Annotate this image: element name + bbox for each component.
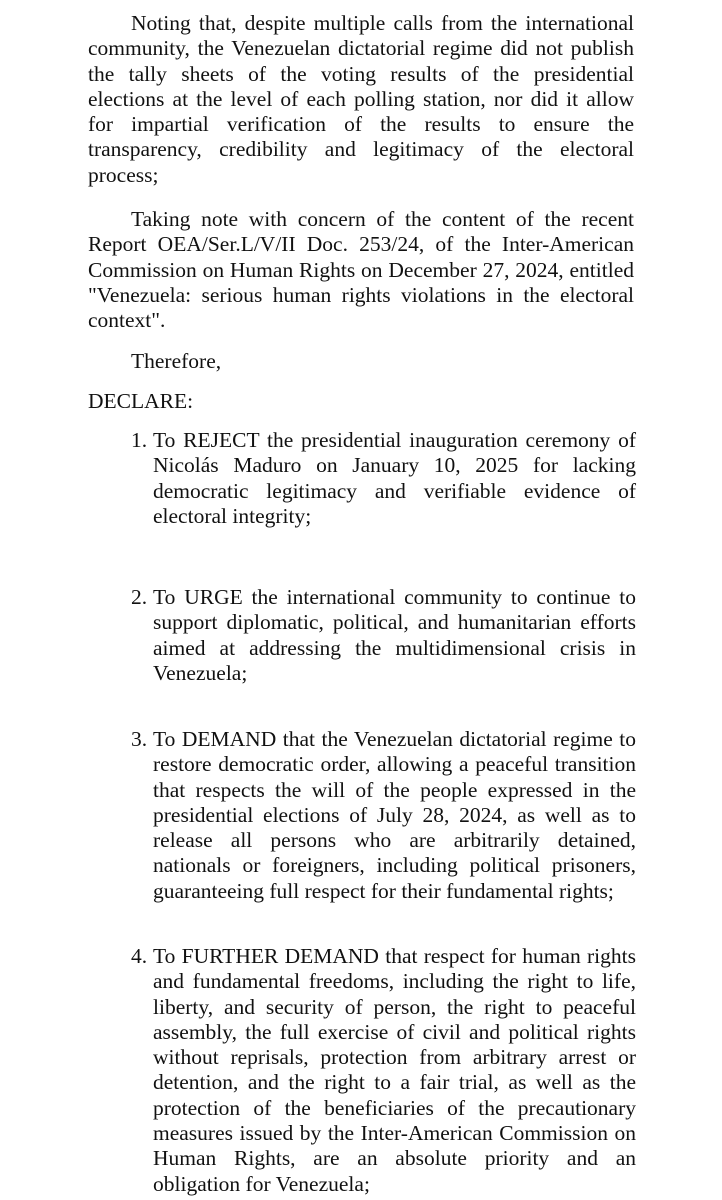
item-number: 3. xyxy=(131,727,148,751)
item-text: To REJECT the presidential inauguration ceremony of Nicolás Maduro on January 10, 2025 for lacking democratic legitimacy and verifiable evidence of electoral integrity; xyxy=(153,428,636,528)
item-number: 4. xyxy=(131,944,148,968)
declaration-item-1 xyxy=(131,428,636,529)
item-text: To DEMAND that the Venezuelan dictatorial regime to restore democratic order, allowing a peaceful transition that respects the will of the people expressed in the presidential elections of July 28, 2024, as well as to release all persons who are arbitrarily detained, nationals or foreigners, including political prisoners, guaranteeing full respect for their fundamental rights; xyxy=(153,727,636,903)
item-text: To FURTHER DEMAND that respect for human rights and fundamental freedoms, including the right to life, liberty, and security of person, the right to peaceful assembly, the full exercise of civil and political rights without reprisals, protection from arbitrary arrest or detention, and the right to a fair trial, as well as the protection of the beneficiaries of the precautionary measures issued by the Inter-American Commission on Human Rights, are an absolute priority and an obligation for Venezuela; xyxy=(153,944,636,1196)
paragraph-noting: Noting that, despite multiple calls from the international community, the Venezuelan dictatorial regime did not publish the tally sheets of the voting results of the presidential elections at the level of each polling station, nor did it allow for impartial verification of the results to ensure the transparency, credibility and legitimacy of the electoral process; xyxy=(88,11,634,187)
therefore-line: Therefore, xyxy=(131,349,222,373)
declare-heading: DECLARE: xyxy=(88,389,194,413)
declaration-item-3 xyxy=(131,727,636,904)
item-text: To URGE the international community to continue to support diplomatic, political, and humanitarian efforts aimed at addressing the multidimensional crisis in Venezuela; xyxy=(153,585,636,685)
item-number: 2. xyxy=(131,585,148,609)
declaration-item-2 xyxy=(131,585,636,686)
paragraph-taking-note: Taking note with concern of the content of the recent Report OEA/Ser.L/V/II Doc. 253/24, of the Inter-American Commission on Human Rights on December 27, 2024, entitled "Venezuela: serious human rights violations in the electoral context". xyxy=(88,207,634,333)
declaration-item-4 xyxy=(131,944,636,1197)
item-number: 1. xyxy=(131,428,148,452)
